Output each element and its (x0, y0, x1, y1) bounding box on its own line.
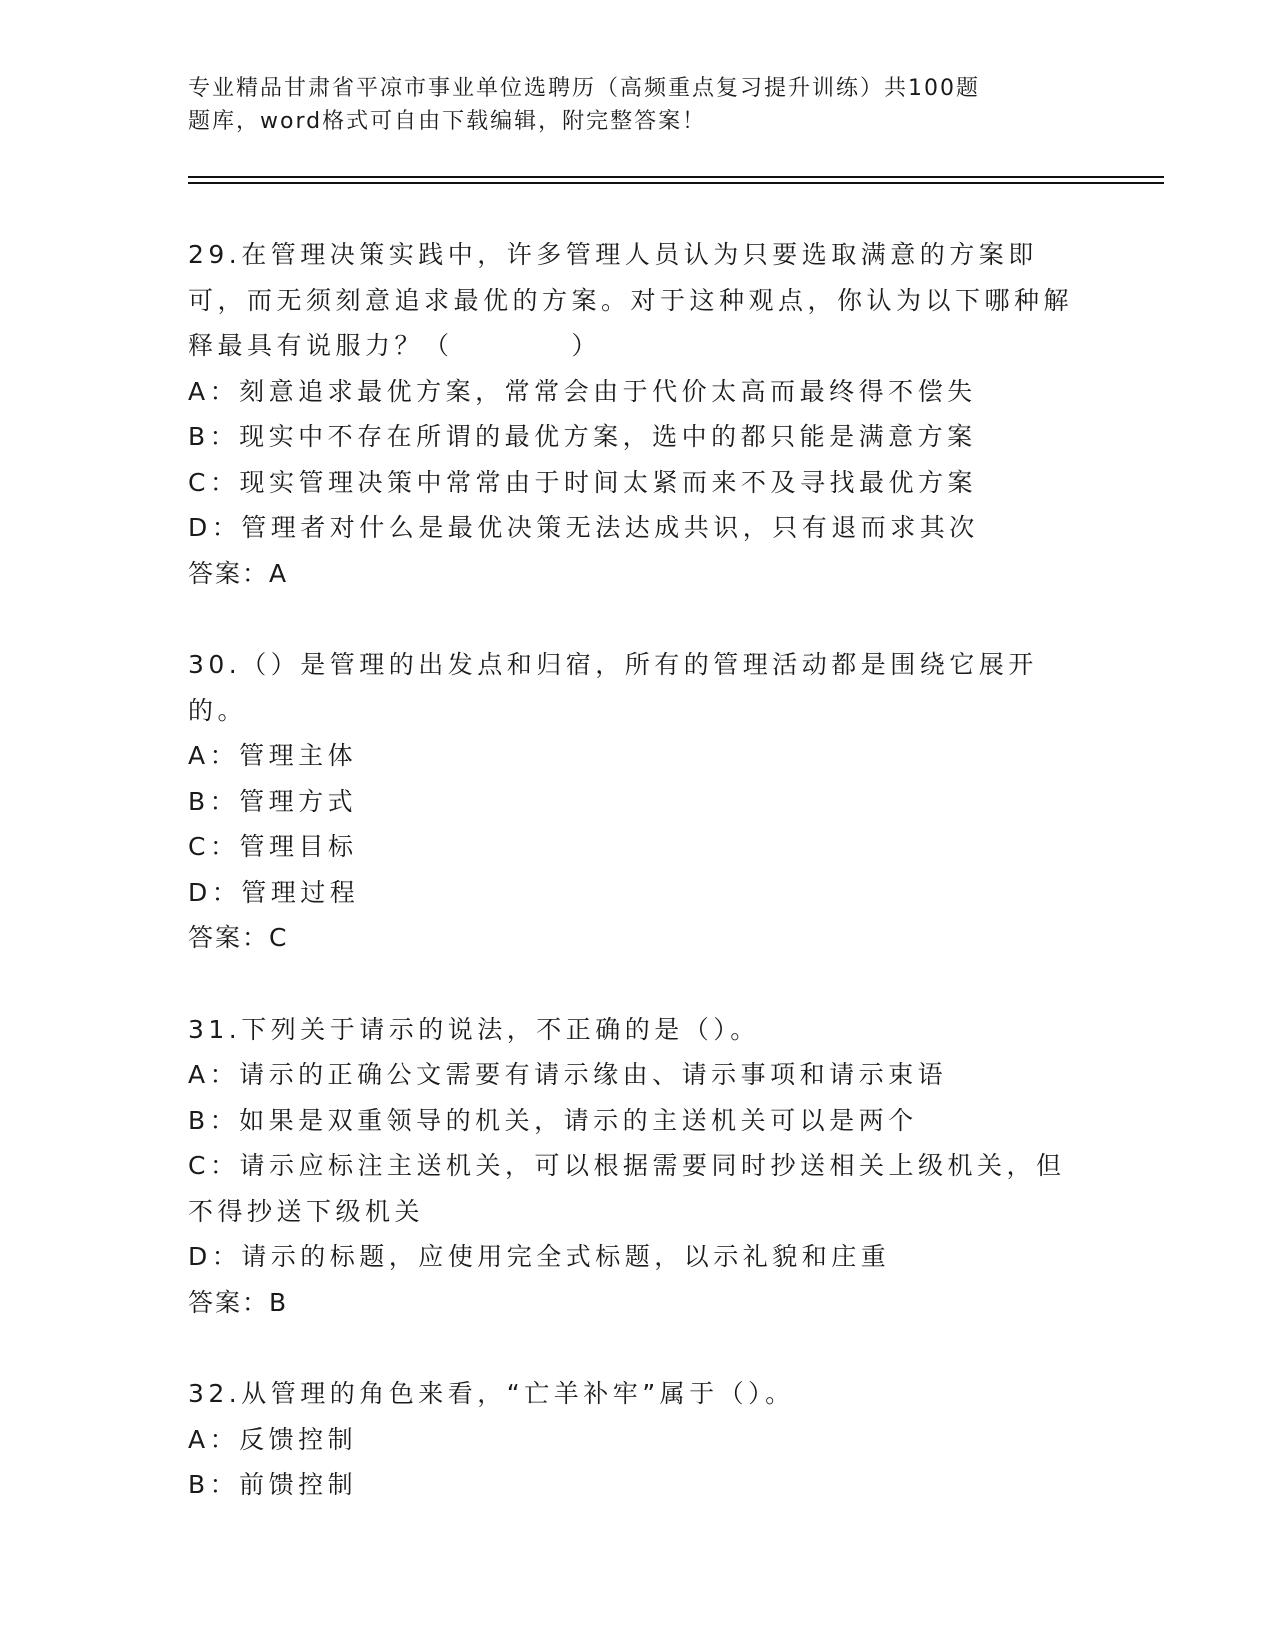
question-stem: 29.在管理决策实践中，许多管理人员认为只要选取满意的方案即可，而无须刻意追求最优的方案。对于这种观点，你认为以下哪种解释最具有说服力？（ ） (188, 240, 1074, 360)
question-stem: 30.（）是管理的出发点和归宿，所有的管理活动都是围绕它展开的。 (188, 650, 1038, 725)
answer-line: 答案：A (188, 558, 289, 588)
question-stem: 31.下列关于请示的说法，不正确的是（）。 (188, 1014, 760, 1044)
option-d: D：管理过程 (188, 877, 360, 907)
option-a: A：反馈控制 (188, 1424, 358, 1454)
option-b: B：前馈控制 (188, 1470, 358, 1499)
question-list (188, 232, 1088, 1508)
question-31 (188, 1007, 1088, 1326)
option-b: B：管理方式 (188, 786, 358, 816)
header-divider-top (188, 176, 1164, 178)
option-d: D：管理者对什么是最优决策无法达成共识，只有退而求其次 (188, 513, 979, 542)
answer-line: 答案：C (188, 923, 289, 952)
question-29 (188, 232, 1088, 596)
option-d: D：请示的标题，应使用完全式标题，以示礼貌和庄重 (188, 1242, 891, 1271)
option-c: C：请示应标注主送机关，可以根据需要同时抄送相关上级机关，但不得抄送下级机关 (188, 1151, 1066, 1226)
option-c: C：现实管理决策中常常由于时间太紧而来不及寻找最优方案 (188, 467, 977, 497)
question-32 (188, 1371, 1088, 1508)
option-a: A：请示的正确公文需要有请示缘由、请示事项和请示束语 (188, 1060, 948, 1089)
document-header (188, 72, 1008, 138)
option-a: A：管理主体 (188, 741, 358, 770)
answer-line: 答案：B (188, 1287, 289, 1317)
option-b: B：现实中不存在所谓的最优方案，选中的都只能是满意方案 (188, 422, 977, 451)
header-line-1: 专业精品甘肃省平凉市事业单位选聘历（高频重点复习提升训练）共100题 (188, 76, 980, 101)
option-c: C：管理目标 (188, 832, 358, 861)
option-b: B：如果是双重领导的机关，请示的主送机关可以是两个 (188, 1105, 918, 1135)
option-a: A：刻意追求最优方案，常常会由于代价太高而最终得不偿失 (188, 376, 977, 406)
question-30 (188, 642, 1088, 961)
question-stem: 32.从管理的角色来看，“亡羊补牢”属于（）。 (188, 1379, 795, 1408)
header-divider-bottom (188, 182, 1164, 184)
header-line-2: 题库，word格式可自由下载编辑，附完整答案！ (188, 109, 707, 134)
